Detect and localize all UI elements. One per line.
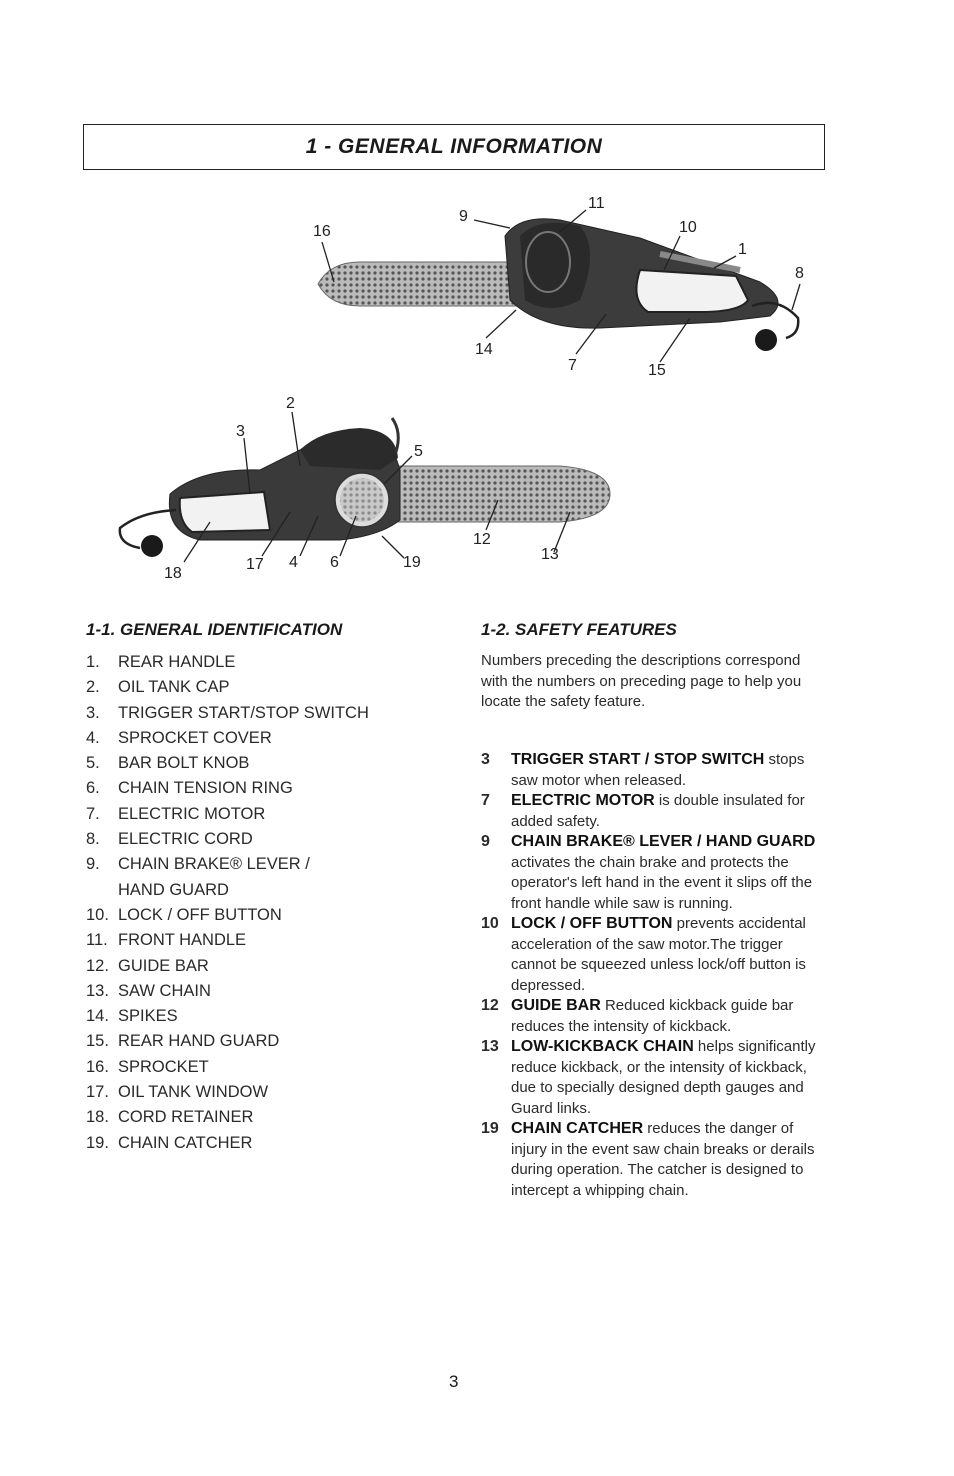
identification-item-label: SPROCKET	[118, 1057, 209, 1076]
identification-item-number: 1.	[86, 653, 100, 671]
safety-feature-item	[481, 750, 831, 791]
safety-feature-number: 12	[481, 997, 499, 1014]
identification-item-label: ELECTRIC CORD	[118, 830, 253, 849]
identification-item-number: 7.	[86, 804, 100, 823]
callout-9: 9	[459, 208, 468, 225]
identification-item-number: 19.	[86, 1133, 109, 1152]
safety-feature-name: LOCK / OFF BUTTON	[511, 915, 673, 932]
identification-item	[86, 701, 369, 726]
identification-item-number: 6.	[86, 779, 100, 798]
identification-item	[86, 827, 369, 852]
callout-16: 16	[313, 223, 331, 240]
identification-item	[86, 1105, 369, 1130]
callout-12: 12	[473, 531, 491, 548]
safety-feature-number: 10	[481, 915, 499, 932]
callout-6: 6	[330, 554, 339, 571]
identification-item-label: SAW CHAIN	[118, 981, 211, 1000]
identification-item-label: FRONT HANDLE	[118, 931, 247, 950]
identification-title: 1-1. GENERAL IDENTIFICATION	[86, 620, 343, 639]
chainsaw-bottom-illustration	[120, 418, 610, 557]
safety-feature-body	[511, 996, 831, 1037]
safety-feature-item	[481, 1119, 831, 1201]
safety-feature-number: 3	[481, 751, 490, 768]
identification-item	[86, 1080, 369, 1105]
identification-item	[86, 852, 369, 877]
identification-item	[86, 903, 369, 928]
identification-item-label: CHAIN BRAKE® LEVER /	[118, 855, 310, 874]
identification-item-number: 17.	[86, 1083, 109, 1102]
identification-item	[86, 1004, 369, 1029]
identification-item-number: 10.	[86, 905, 109, 924]
identification-item-number: 3.	[86, 703, 100, 722]
identification-item-number: 12.	[86, 956, 109, 975]
safety-feature-body	[511, 914, 831, 996]
identification-item-label: BAR BOLT KNOB	[118, 754, 250, 773]
identification-item-number: 9.	[86, 855, 100, 874]
callout-11: 11	[588, 195, 605, 212]
identification-item-label: OIL TANK CAP	[118, 678, 230, 697]
identification-item-number: 5.	[86, 754, 100, 773]
identification-item-label: ELECTRIC MOTOR	[118, 804, 266, 823]
identification-item-label: GUIDE BAR	[118, 956, 209, 975]
identification-item	[86, 726, 369, 751]
identification-item-label: REAR HAND GUARD	[118, 1032, 280, 1051]
identification-item-label: SPROCKET COVER	[118, 728, 272, 747]
safety-feature-text: Reduced kickback guide bar reduces the intensity of kickback.	[511, 997, 794, 1035]
section-title: 1 - GENERAL INFORMATION	[305, 135, 603, 158]
identification-item	[86, 650, 369, 675]
identification-item-number: 14.	[86, 1007, 109, 1026]
identification-item	[86, 675, 369, 700]
identification-item-number: 11.	[86, 931, 108, 950]
identification-item-number: 2.	[86, 678, 100, 697]
safety-feature-number: 9	[481, 833, 490, 850]
identification-item	[86, 1131, 369, 1156]
identification-item	[86, 928, 369, 953]
page-number: 3	[449, 1372, 459, 1391]
identification-item	[86, 1055, 369, 1080]
callout-13: 13	[541, 546, 559, 563]
safety-feature-body	[511, 791, 831, 832]
identification-item-label: TRIGGER START/STOP SWITCH	[118, 703, 369, 722]
section-header	[83, 124, 825, 170]
safety-feature-name: CHAIN CATCHER	[511, 1120, 644, 1137]
safety-feature-name: ELECTRIC MOTOR	[511, 792, 655, 809]
identification-item-number: 8.	[86, 830, 100, 849]
callout-2: 2	[286, 395, 295, 412]
safety-feature-item	[481, 791, 831, 832]
callout-8: 8	[795, 265, 804, 282]
identification-item-number: 15.	[86, 1032, 109, 1051]
safety-feature-list	[481, 750, 831, 1201]
safety-feature-body	[511, 1119, 831, 1201]
callout-18: 18	[164, 565, 182, 582]
safety-feature-item	[481, 1037, 831, 1119]
identification-list	[86, 650, 369, 1156]
callout-1: 1	[738, 241, 747, 258]
safety-title: 1-2. SAFETY FEATURES	[481, 620, 677, 639]
identification-item-number: 18.	[86, 1108, 109, 1127]
safety-feature-text: prevents accidental acceleration of the saw motor.The trigger cannot be squeezed unless lock/off button is depressed.	[511, 915, 806, 994]
identification-item-number: 4.	[86, 728, 100, 747]
safety-feature-text: helps significantly reduce kickback, or the intensity of kickback, due to specially designed depth gauges and Guard links.	[511, 1038, 816, 1117]
identification-item	[86, 802, 369, 827]
identification-item-label: REAR HANDLE	[118, 653, 236, 671]
safety-feature-body	[511, 750, 831, 791]
callout-7: 7	[568, 357, 577, 374]
chainsaw-top-illustration	[318, 219, 798, 351]
chainsaw-diagram	[0, 170, 954, 590]
safety-feature-body	[511, 832, 831, 914]
safety-intro: Numbers preceding the descriptions correspond with the numbers on preceding page to help you locate the safety feature.	[481, 652, 802, 710]
safety-feature-text: reduces the danger of injury in the event saw chain breaks or derails during operation. The catcher is designed to intercept a whipping chain.	[511, 1120, 815, 1199]
identification-item-number: 13.	[86, 981, 109, 1000]
safety-feature-number: 7	[481, 792, 490, 809]
identification-item-label: SPIKES	[118, 1007, 178, 1026]
identification-item	[86, 878, 369, 903]
identification-item-label: OIL TANK WINDOW	[118, 1083, 269, 1102]
callout-10: 10	[679, 219, 697, 236]
identification-item-number: 16.	[86, 1057, 109, 1076]
callout-17: 17	[246, 556, 264, 573]
safety-feature-item	[481, 914, 831, 996]
safety-feature-name: LOW-KICKBACK CHAIN	[511, 1038, 694, 1055]
safety-feature-item	[481, 832, 831, 914]
identification-item-label: CHAIN CATCHER	[118, 1133, 253, 1152]
safety-feature-text: stops saw motor when released.	[511, 751, 805, 789]
callout-4: 4	[289, 554, 298, 571]
identification-item-number	[86, 878, 118, 903]
safety-feature-number: 13	[481, 1038, 499, 1055]
safety-feature-body	[511, 1037, 831, 1119]
identification-item	[86, 751, 369, 776]
safety-feature-name: TRIGGER START / STOP SWITCH	[511, 751, 765, 768]
callout-14: 14	[475, 341, 493, 358]
identification-item	[86, 954, 369, 979]
callout-5: 5	[414, 443, 423, 460]
identification-item-label: LOCK / OFF BUTTON	[118, 905, 282, 924]
safety-feature-number: 19	[481, 1120, 499, 1137]
identification-item-label: CHAIN TENSION RING	[118, 779, 293, 798]
safety-feature-name: GUIDE BAR	[511, 997, 601, 1014]
callout-3: 3	[236, 423, 245, 440]
safety-feature-name: CHAIN BRAKE® LEVER / HAND GUARD	[511, 833, 816, 850]
identification-item	[86, 1029, 369, 1054]
identification-item-label: HAND GUARD	[118, 880, 229, 899]
safety-feature-item	[481, 996, 831, 1037]
callout-15: 15	[648, 362, 666, 379]
callout-19: 19	[403, 554, 421, 571]
safety-feature-text: is double insulated for added safety.	[511, 792, 805, 830]
identification-item	[86, 979, 369, 1004]
identification-item-label: CORD RETAINER	[118, 1108, 254, 1127]
identification-item	[86, 776, 369, 801]
safety-feature-text: activates the chain brake and protects the operator's left hand in the event it slips off the front handle while saw is running.	[511, 853, 813, 912]
